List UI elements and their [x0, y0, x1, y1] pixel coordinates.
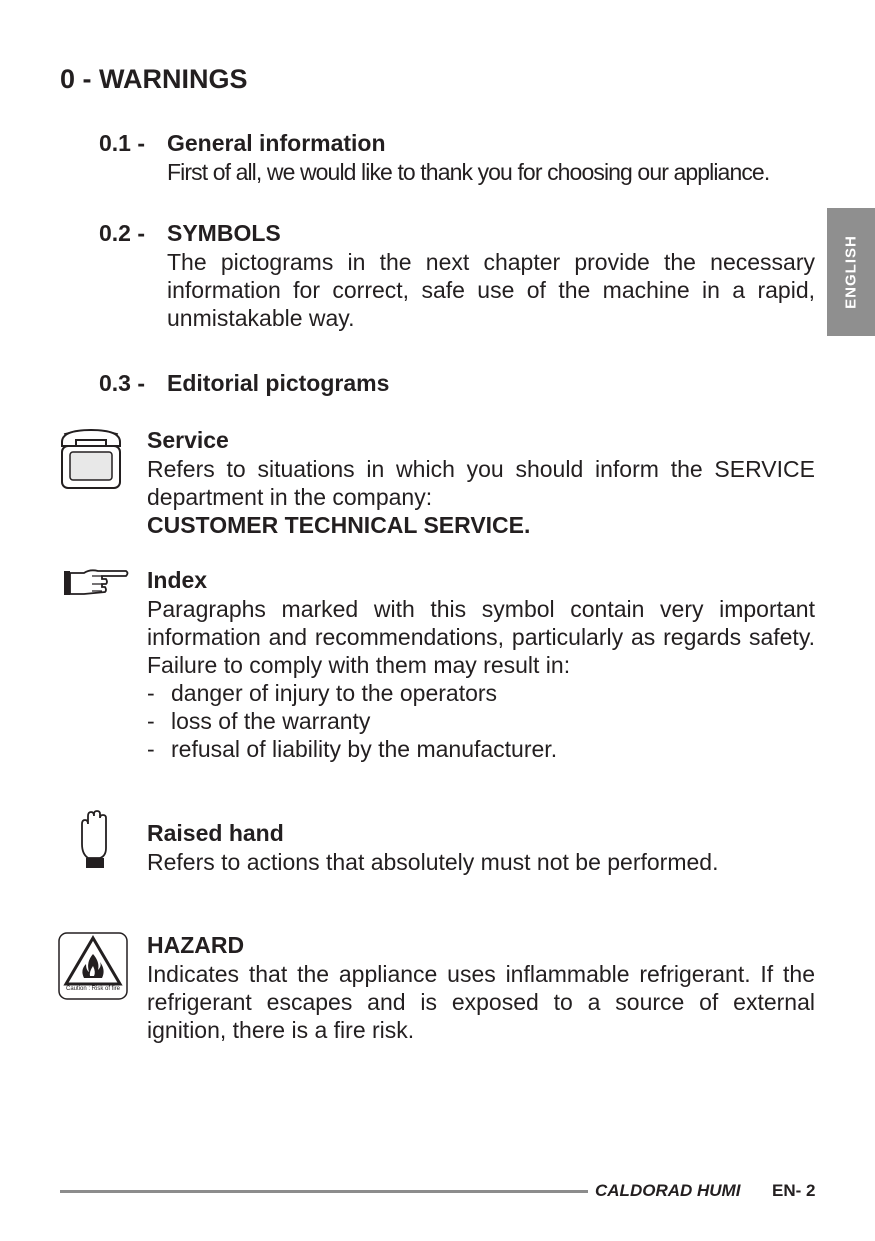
- bullet-item: - loss of the warranty: [147, 708, 371, 734]
- pictogram-text: Refers to actions that absolutely must not be performed.: [147, 849, 719, 875]
- page-heading: 0 - WARNINGS: [60, 64, 248, 94]
- raised-hand-icon: [78, 810, 110, 875]
- page-number: EN- 2: [772, 1181, 816, 1200]
- language-tab: [827, 208, 875, 336]
- pointing-hand-icon: [62, 567, 130, 602]
- section-number: 0.1 -: [99, 130, 146, 156]
- pictogram-title: Raised hand: [147, 820, 284, 846]
- section-text: The pictograms in the next chapter provide the necessary information for correct, safe use of the machine in a rapid, unmistakable way.: [167, 249, 815, 331]
- pictogram-text: Paragraphs marked with this symbol contain very important information and recommendations, particularly as regards safety. Failure to comply with them may result in:: [147, 596, 815, 678]
- pictogram-title: Index: [147, 567, 208, 593]
- section-title: General information: [167, 130, 386, 156]
- section-number: 0.3 -: [99, 370, 146, 396]
- bullet-item: - danger of injury to the operators: [147, 680, 498, 706]
- section-title: Editorial pictograms: [167, 370, 390, 396]
- pictogram-title: Service: [147, 427, 229, 453]
- footer-brand: CALDORAD HUMI: [595, 1181, 741, 1200]
- telephone-icon: [58, 426, 124, 495]
- section-text: First of all, we would like to thank you for choosing our appliance.: [167, 159, 770, 185]
- pictogram-emphasis: CUSTOMER TECHNICAL SERVICE.: [147, 512, 531, 538]
- hazard-icon-caption: Caution : Risk of fire: [65, 986, 121, 992]
- pictogram-text: Refers to situations in which you should inform the SERVICE department in the company:: [147, 456, 815, 510]
- section-number: 0.2 -: [99, 220, 146, 246]
- pictogram-text: Indicates that the appliance uses inflammable refrigerant. If the refrigerant escapes and is exposed to a source of external ignition, there is a fire risk.: [147, 961, 815, 1043]
- bullet-item: - refusal of liability by the manufacturer.: [147, 736, 558, 762]
- footer-rule: [60, 1190, 588, 1193]
- language-tab-label: ENGLISH: [842, 235, 860, 309]
- fire-hazard-icon: [58, 932, 128, 1005]
- pictogram-title: HAZARD: [147, 932, 245, 958]
- section-title: SYMBOLS: [167, 220, 281, 246]
